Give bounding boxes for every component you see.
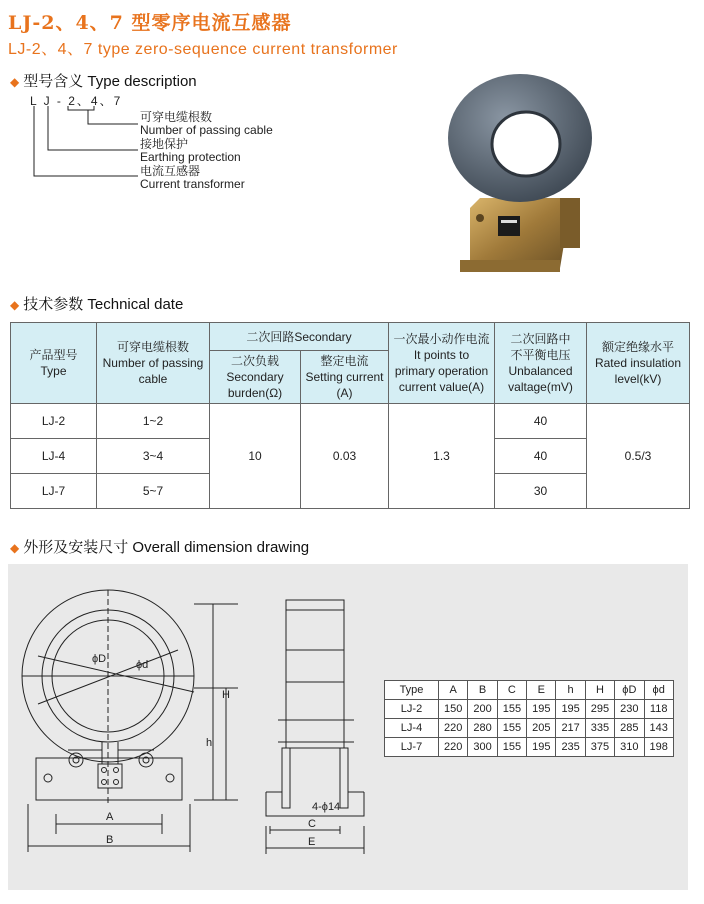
th-secondary: 二次回路Secondary: [210, 323, 389, 351]
table-row: LJ-2 150 200 155 195 195 295 230 118: [385, 700, 674, 719]
label-E: E: [308, 836, 316, 848]
desc-item-ct: [140, 165, 245, 191]
section-type-description: [10, 70, 197, 91]
product-photo: [440, 68, 600, 278]
cell-unbalanced: 40: [495, 439, 587, 474]
diamond-bullet-icon: ◆: [10, 75, 20, 89]
table-row: LJ-7 220 300 155 195 235 375 310 198: [385, 738, 674, 757]
desc-item-cable: [140, 111, 273, 137]
table-row: [11, 404, 690, 439]
label-phid: ϕd: [136, 659, 149, 671]
cell-min-operation: 1.3: [389, 404, 495, 509]
dimension-table: [384, 680, 674, 757]
technical-table: [10, 322, 690, 509]
th-type: 产品型号 Type: [11, 323, 97, 404]
desc-en: Current transformer: [140, 177, 245, 191]
model-code: L J - 2、4、7: [30, 94, 123, 108]
cell-cable: 3~4: [97, 439, 210, 474]
diamond-bullet-icon: ◆: [10, 298, 20, 312]
th-unbalanced: 二次回路中 不平衡电压 Unbalanced valtage(mV): [495, 323, 587, 404]
section-heading: 技术参数 Technical date: [23, 296, 184, 313]
label-H: H: [222, 689, 230, 701]
model-leader-lines: [28, 104, 140, 184]
label-A: A: [106, 811, 114, 823]
cell-unbalanced: 40: [495, 404, 587, 439]
desc-cn: 电流互感器: [140, 164, 201, 178]
desc-en: Earthing protection: [140, 150, 241, 164]
dimension-drawing: [8, 564, 388, 890]
label-phiD: ϕD: [92, 653, 107, 665]
cell-insulation: 0.5/3: [587, 404, 690, 509]
desc-cn: 接地保护: [140, 137, 189, 151]
cell-cable: 1~2: [97, 404, 210, 439]
th-cable: 可穿电缆根数 Number of passing cable: [97, 323, 210, 404]
cell-setting: 0.03: [301, 404, 389, 509]
desc-cn: 可穿电缆根数: [140, 110, 213, 124]
cell-type: LJ-4: [11, 439, 97, 474]
page-title-cn: LJ-2、4、7 型零序电流互感器: [8, 12, 292, 34]
section-technical-data: [10, 293, 183, 314]
label-C: C: [308, 818, 316, 830]
label-holes: 4-ϕ14: [312, 801, 341, 813]
desc-item-earthing: [140, 138, 241, 164]
th-setting: 整定电流 Setting current (A): [301, 351, 389, 404]
th-insulation: 额定绝缘水平 Rated insulation level(kV): [587, 323, 690, 404]
diamond-bullet-icon: ◆: [10, 541, 20, 555]
section-heading: 型号含义 Type description: [23, 73, 197, 90]
section-dimension-drawing: [10, 536, 309, 557]
cell-type: LJ-7: [11, 474, 97, 509]
table-row: LJ-4 220 280 155 205 217 335 285 143: [385, 719, 674, 738]
th-min-operation: 一次最小动作电流 It points to primary operation current value(A): [389, 323, 495, 404]
dim-header-row: Type A B C E h H ϕD ϕd: [385, 681, 674, 700]
cell-burden: 10: [210, 404, 301, 509]
th-burden: 二次负载 Secondary burden(Ω): [210, 351, 301, 404]
desc-en: Number of passing cable: [140, 123, 273, 137]
section-heading: 外形及安装尺寸 Overall dimension drawing: [23, 539, 310, 556]
cell-unbalanced: 30: [495, 474, 587, 509]
cell-cable: 5~7: [97, 474, 210, 509]
page-title-en: LJ-2、4、7 type zero-sequence current transformer: [8, 41, 398, 58]
label-h: h: [206, 737, 213, 749]
label-B: B: [106, 834, 114, 846]
cell-type: LJ-2: [11, 404, 97, 439]
